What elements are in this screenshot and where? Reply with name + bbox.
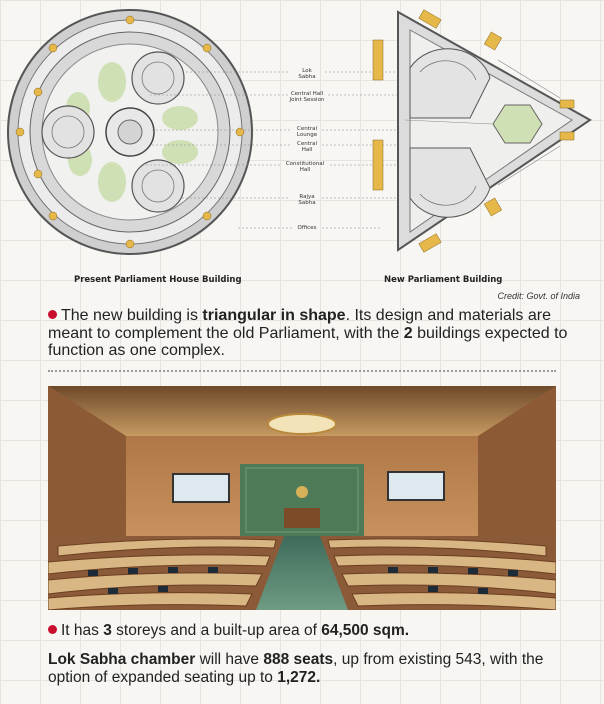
dotted-divider — [48, 370, 556, 372]
para1-text-3: buildings expected to function as one complex. — [48, 324, 568, 359]
para1-text-1: The new building is — [61, 307, 203, 324]
callout-constitutional-hall: Constitutional Hall — [285, 161, 325, 173]
para2-text-2: storeys and a built-up area of — [111, 622, 322, 639]
para3-bold-1: Lok Sabha chamber — [48, 651, 196, 668]
callout-central-hall-joint-session: Central Hall Joint Session — [289, 91, 325, 103]
para2-text-1: It has — [61, 622, 104, 639]
new-parliament-plan — [373, 10, 590, 253]
para3-bold-3: 1,272. — [277, 669, 321, 686]
triangular-shape-paragraph — [48, 307, 568, 360]
para1-bold-1: triangular in shape — [202, 307, 346, 324]
para1-bold-2: 2 — [403, 324, 413, 342]
new-parliament-caption: New Parliament Building — [384, 275, 503, 285]
callout-central-lounge: Central Lounge — [296, 126, 318, 138]
para1-text-2: . Its design and materials are meant to complement the old Parliament, with the — [48, 307, 551, 342]
para2-bold-2: 64,500 sqm. — [321, 622, 410, 639]
image-credit: Credit: Govt. of India — [497, 291, 580, 301]
para3-text-1: will have — [195, 651, 264, 668]
lok-sabha-seats-paragraph — [48, 651, 568, 687]
callout-central-hall: Central Hall — [296, 141, 318, 153]
storeys-paragraph — [48, 622, 568, 640]
callout-rajya-sabha: Rajya Sabha — [298, 194, 316, 206]
para3-text-2: , up from existing 543, with the option of expanded seating up to — [48, 651, 544, 686]
old-parliament-caption: Present Parliament House Building — [74, 275, 242, 285]
callout-offices: Offices — [297, 225, 317, 231]
lok-sabha-chamber-photo — [48, 386, 556, 610]
para3-bold-2: 888 seats — [263, 651, 334, 668]
red-bullet-icon — [48, 310, 57, 319]
callout-lok-sabha: Lok Sabha — [298, 68, 316, 80]
old-parliament-plan — [8, 10, 252, 254]
red-bullet-icon — [48, 625, 57, 634]
para2-bold-1: 3 — [103, 622, 112, 639]
